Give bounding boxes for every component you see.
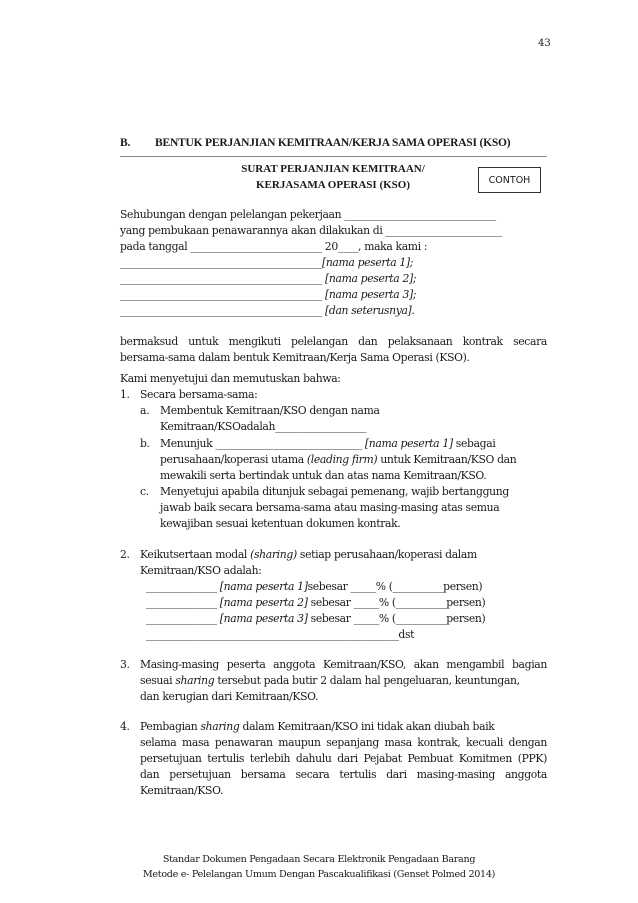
- agreement-heading-line1: SURAT PERJANJIAN KEMITRAAN/: [241, 163, 425, 175]
- participant-line-2: [120, 272, 416, 285]
- share-row-2: [146, 596, 485, 609]
- text-segment: Keikutsertaan modal: [140, 548, 251, 561]
- text-segment: sesuai: [140, 674, 176, 687]
- footer-line-2: Metode e- Pelelangan Umum Dengan Pascakualifikasi (Genset Polmed 2014): [142, 869, 496, 880]
- page-number: 43: [538, 38, 551, 49]
- text-segment: Menunjuk _____________________________: [160, 437, 365, 450]
- item-2-line-1: [140, 548, 477, 561]
- text-segment: perusahaan/koperasi utama: [160, 453, 307, 466]
- item-1c-mark: c.: [140, 485, 149, 498]
- placeholder-text: [nama peserta 1];: [321, 256, 414, 269]
- text-segment: untuk Kemitraan/KSO dan: [377, 453, 517, 466]
- item-1c-line-2: jawab baik secara bersama-sama atau masing-masing atas semua: [160, 501, 500, 514]
- section-divider: [120, 156, 547, 157]
- item-4-line-5: Kemitraan/KSO.: [140, 784, 224, 797]
- share-row-3: [146, 612, 485, 625]
- text-segment: tersebut pada butir 2 dalam hal pengeluaran, keuntungan,: [214, 674, 520, 687]
- blank-field: ________________________________________: [120, 288, 322, 301]
- placeholder-text: [nama peserta 1]: [364, 437, 453, 450]
- text-segment: sebesar _____% (__________persen): [307, 596, 486, 609]
- item-4-line-4: dan persetujuan bersama secara tertulis dari masing-masing anggota: [140, 768, 547, 781]
- italic-term: sharing: [175, 674, 215, 687]
- placeholder-text: [nama peserta 2];: [325, 272, 417, 285]
- paragraph-line-1: bermaksud untuk mengikuti pelelangan dan pelaksanaan kontrak secara: [120, 335, 547, 348]
- blank-field: ______________: [146, 580, 220, 593]
- participant-line-4: [120, 304, 415, 317]
- blank-field: ________________________________________: [120, 272, 322, 285]
- paragraph-line-2: bersama-sama dalam bentuk Kemitraan/Kerja Sama Operasi (KSO).: [120, 351, 470, 364]
- share-row-1: [146, 580, 482, 593]
- blank-field: ______________: [146, 612, 220, 625]
- item-4-line-1: [140, 720, 495, 733]
- intro-line-2: yang pembukaan penawarannya akan dilakukan di _______________________: [120, 224, 502, 237]
- text-segment: sebagai: [452, 437, 496, 450]
- item-2-line-2: Kemitraan/KSO adalah:: [140, 564, 262, 577]
- placeholder-text: [nama peserta 2]: [219, 596, 308, 609]
- text-segment: Pembagian: [140, 720, 201, 733]
- item-4-line-2: selama masa penawaran maupun sepanjang masa kontrak, kecuali dengan: [140, 736, 547, 749]
- blank-field: ________________________________________: [120, 304, 322, 317]
- blank-field: ______________: [146, 596, 220, 609]
- italic-term: (leading firm): [306, 453, 378, 466]
- blank-field: ________________________________________: [120, 256, 322, 269]
- section-letter: B.: [120, 137, 131, 149]
- participant-line-3: [120, 288, 416, 301]
- section-title: BENTUK PERJANJIAN KEMITRAAN/KERJA SAMA OPERASI (KSO): [155, 137, 511, 149]
- placeholder-text: [nama peserta 1]: [219, 580, 308, 593]
- footer-line-1: Standar Dokumen Pengadaan Secara Elektronik Pengadaan Barang: [162, 854, 476, 865]
- item-1-text: Secara bersama-sama:: [140, 388, 258, 401]
- item-1a-line-1: Membentuk Kemitraan/KSO dengan nama: [160, 404, 380, 417]
- item-4-number: 4.: [120, 720, 130, 733]
- item-1b-mark: b.: [140, 437, 150, 450]
- item-3-number: 3.: [120, 658, 130, 671]
- item-1c-line-3: kewajiban sesuai ketentuan dokumen kontrak.: [160, 517, 401, 530]
- item-3-line-2: [140, 674, 520, 687]
- placeholder-text: [dan seterusnya].: [325, 304, 415, 317]
- intro-line-3: pada tanggal __________________________ 20____, maka kami :: [120, 240, 428, 253]
- item-1b-line-1: [160, 437, 495, 450]
- agreement-statement: Kami menyetujui dan memutuskan bahwa:: [120, 372, 341, 385]
- intro-line-1: Sehubungan dengan pelelangan pekerjaan ______________________________: [120, 208, 496, 221]
- item-2-number: 2.: [120, 548, 130, 561]
- text-segment: sebesar _____% (__________persen): [307, 580, 483, 593]
- agreement-heading-line2: KERJASAMA OPERASI (KSO): [255, 179, 411, 191]
- item-1a-mark: a.: [140, 404, 150, 417]
- item-3-line-3: dan kerugian dari Kemitraan/KSO.: [140, 690, 319, 703]
- contoh-badge: CONTOH: [478, 167, 541, 193]
- italic-term: (sharing): [250, 548, 297, 561]
- item-4-line-3: persetujuan tertulis terlebih dahulu dari Pejabat Pembuat Komitmen (PPK): [140, 752, 547, 765]
- item-1b-line-3: mewakili serta bertindak untuk dan atas nama Kemitraan/KSO.: [160, 469, 487, 482]
- item-1-number: 1.: [120, 388, 130, 401]
- item-1b-line-2: [160, 453, 516, 466]
- placeholder-text: [nama peserta 3]: [219, 612, 308, 625]
- share-row-4: __________________________________________________dst: [146, 628, 415, 641]
- text-segment: dalam Kemitraan/KSO ini tidak akan diubah baik: [239, 720, 495, 733]
- item-3-line-1: Masing-masing peserta anggota Kemitraan/KSO, akan mengambil bagian: [140, 658, 547, 671]
- item-1c-line-1: Menyetujui apabila ditunjuk sebagai pemenang, wajib bertanggung: [160, 485, 509, 498]
- italic-term: sharing: [200, 720, 240, 733]
- placeholder-text: [nama peserta 3];: [325, 288, 417, 301]
- item-1a-line-2: Kemitraan/KSOadalah__________________: [160, 420, 366, 433]
- text-segment: setiap perusahaan/koperasi dalam: [296, 548, 477, 561]
- participant-line-1: [120, 256, 413, 269]
- text-segment: sebesar _____% (__________persen): [307, 612, 486, 625]
